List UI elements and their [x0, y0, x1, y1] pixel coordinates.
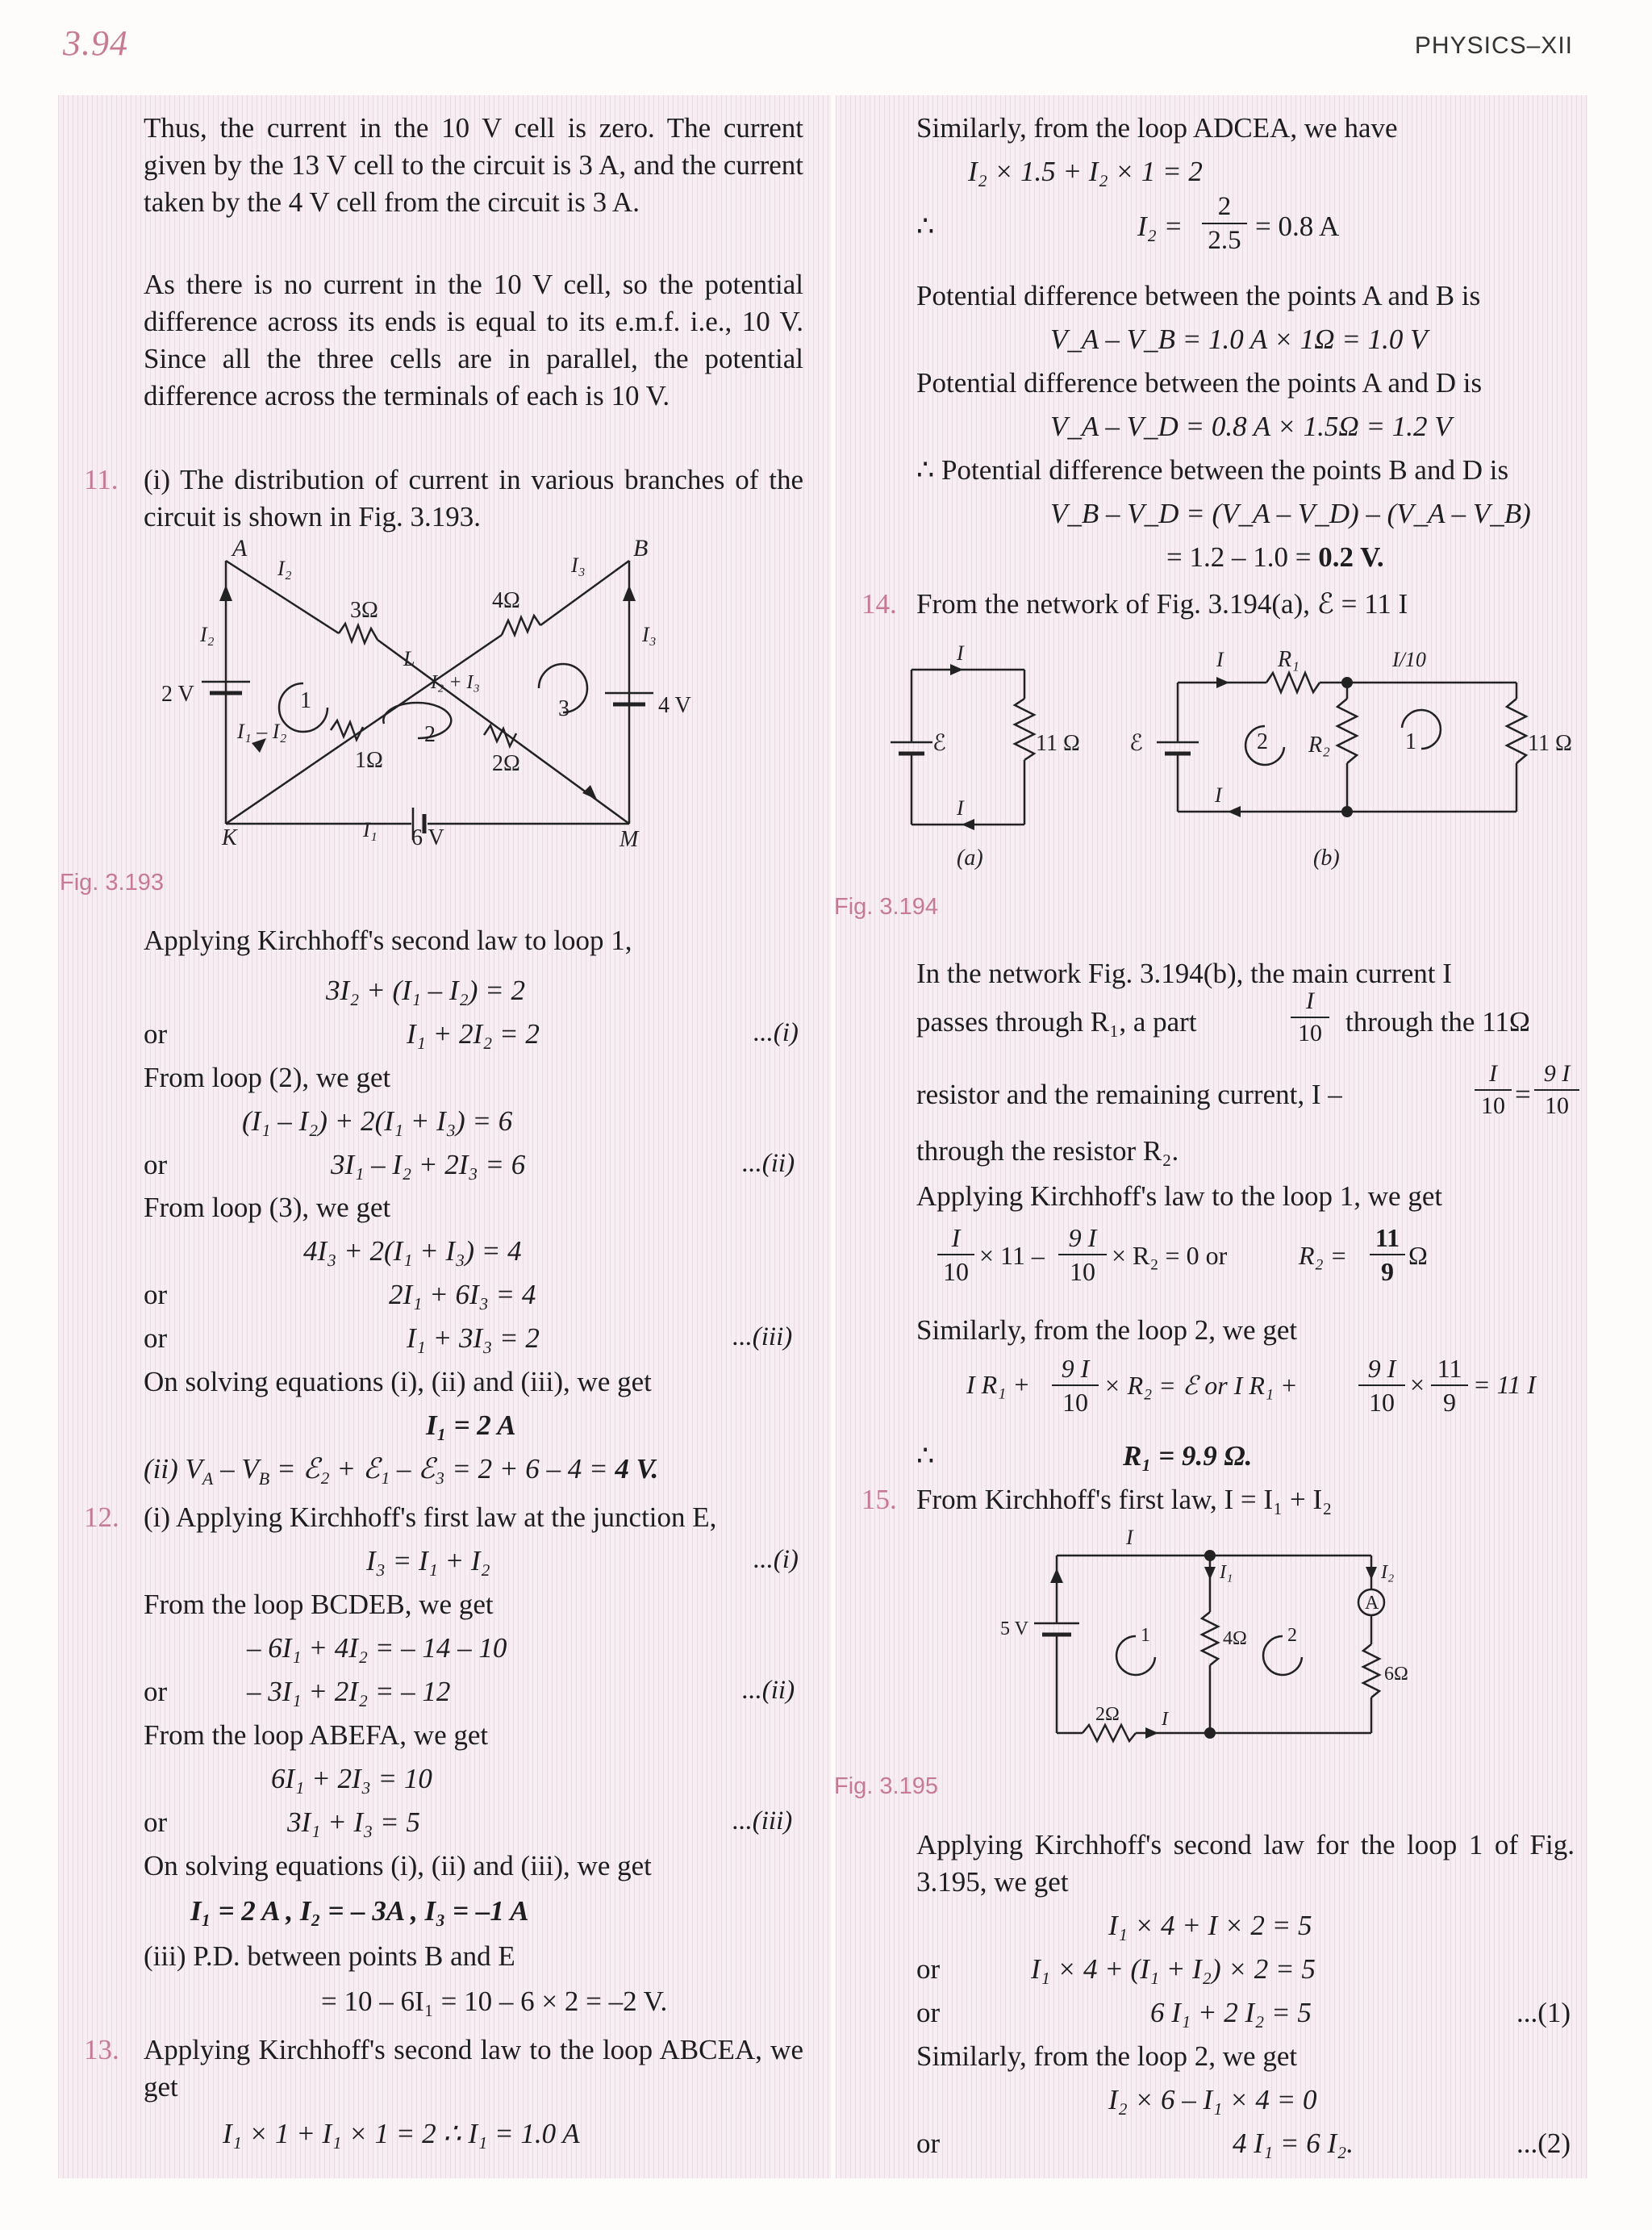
p14-line2b: through the 11Ω — [1345, 1006, 1530, 1038]
question-number-11: 11. — [84, 464, 119, 495]
svg-text:4Ω: 4Ω — [1223, 1628, 1247, 1649]
svg-text:B: B — [633, 535, 649, 562]
p14-line2a: passes through R₁, a part — [916, 1006, 1197, 1038]
question-11-text: (i) The distribution of current in various branches of the circuit is shown in Fig. 3.193. — [144, 464, 803, 532]
svg-text:ℰ: ℰ — [932, 731, 946, 756]
svg-text:2Ω: 2Ω — [492, 751, 520, 776]
loop2-intro-14: Similarly, from the loop 2, we get — [916, 1314, 1298, 1346]
svg-text:6Ω: 6Ω — [1384, 1664, 1408, 1685]
loop-bcdeb-intro: From the loop BCDEB, we get — [144, 1589, 494, 1620]
eq-loop3-c: I₁ + 3I₃ = 2 — [407, 1322, 540, 1354]
i2-label: I₂ = — [1137, 211, 1183, 242]
svg-text:3: 3 — [558, 696, 569, 721]
eq-12-bcdeb-a: – 6I₁ + 4I₂ = – 14 – 10 — [247, 1632, 507, 1664]
eq-kirchhoff-loop1: I 10 × 11 – 9 I 10 × R₂ = 0 or R₂ = 11 9 Ω — [937, 1221, 1437, 1297]
eq-12-bcdeb-b: – 3I₁ + 2I₂ = – 12 — [247, 1676, 451, 1707]
loop2-intro-15: Similarly, from the loop 2, we get — [916, 2040, 1298, 2072]
eq-tag-1: ...(1) — [1516, 1997, 1571, 2028]
eq-tag-ii: ...(ii) — [742, 1149, 795, 1178]
pd-between-b-e: (iii) P.D. between points B and E — [144, 1940, 515, 1972]
svg-text:I/10: I/10 — [1392, 648, 1426, 671]
svg-text:I: I — [957, 796, 964, 820]
result-i1: I₁ = 2 A — [426, 1409, 516, 1441]
or-2: or — [144, 1149, 168, 1180]
eq-loop1-b: I₁ + 2I₂ = 2 — [407, 1018, 540, 1050]
svg-text:I: I — [957, 641, 964, 665]
figure-3-194 — [879, 637, 1572, 879]
svg-text:A: A — [1365, 1593, 1379, 1614]
eq-15-loop2-a: I₂ × 6 – I₁ × 4 = 0 — [1108, 2084, 1317, 2115]
question-number-15: 15. — [861, 1484, 897, 1515]
svg-text:A: A — [232, 535, 248, 562]
svg-text:1: 1 — [1405, 729, 1416, 754]
solve-intro: On solving equations (i), (ii) and (iii), we get — [144, 1366, 652, 1397]
p14-fraction-i-10: I 10 — [1291, 986, 1329, 1049]
or-1: or — [144, 1018, 168, 1050]
svg-text:2 V: 2 V — [161, 682, 194, 707]
eq-kirchhoff-loop2: I R₁ + 9 I 10 × R₂ = ℰ or I R₁ + 9 I 10 × 11 9 = 11 I — [966, 1354, 1536, 1417]
eq-loop3-a: 4I₃ + 2(I₁ + I₃) = 4 — [303, 1235, 522, 1267]
svg-text:I₁ – I₂: I₁ – I₂ — [237, 720, 287, 743]
eq-loop1-a: 3I₂ + (I₁ – I₂) = 2 — [326, 975, 526, 1006]
figure-label-3-195: Fig. 3.195 — [834, 1773, 938, 1799]
svg-text:I₂: I₂ — [1381, 1562, 1395, 1583]
eq-12-pd: = 10 – 6I₁ = 10 – 6 × 2 = –2 V. — [321, 1986, 668, 2017]
paragraph-potential-difference: As there is no current in the 10 V cell, so the potential difference across its ends is equal to its e.m.f. i.e., 10 V. Since all the three cells are in parallel, the potential difference across the terminals of each is 10 V. — [144, 269, 803, 411]
svg-text:M: M — [620, 827, 639, 852]
eq-loop2-a: (I₁ – I₂) + 2(I₁ + I₃) = 6 — [242, 1105, 513, 1137]
svg-text:1: 1 — [1141, 1625, 1150, 1646]
svg-text:11 Ω: 11 Ω — [1036, 731, 1080, 756]
pd-a-b-intro: Potential difference between the points A and B is — [916, 280, 1481, 311]
eq-tag-i: ...(i) — [753, 1018, 799, 1047]
question-number-13: 13. — [84, 2034, 119, 2065]
eq-15-loop2-b: 4 I₁ = 6 I₂. — [1233, 2128, 1354, 2159]
svg-text:6 V: 6 V — [411, 825, 444, 850]
svg-text:R₂: R₂ — [1308, 733, 1330, 758]
svg-text:K: K — [222, 825, 237, 850]
loop-abefa-intro: From the loop ABEFA, we get — [144, 1719, 489, 1751]
svg-text:I: I — [1216, 648, 1224, 671]
eq-vbd: V_B – V_D = (V_A – V_D) – (V_A – V_B) — [1050, 498, 1531, 529]
eq-12-abefa-a: 6I₁ + 2I₃ = 10 — [271, 1763, 432, 1794]
svg-text:I: I — [1126, 1526, 1133, 1549]
svg-text:I₁: I₁ — [363, 818, 378, 841]
svg-text:I: I — [1215, 783, 1222, 807]
svg-text:2Ω: 2Ω — [1095, 1704, 1120, 1725]
pd-b-d-intro: ∴ Potential difference between the points B and D is — [916, 454, 1509, 486]
or-15-2: or — [916, 1997, 941, 2028]
eq-vbd-result: = 1.2 – 1.0 = 0.2 V. — [1166, 541, 1384, 573]
p14-line4: through the resistor R₂. — [916, 1135, 1179, 1167]
svg-text:I₂: I₂ — [200, 623, 215, 646]
therefore-1: ∴ — [916, 211, 935, 242]
eq-tag-12-ii: ...(ii) — [742, 1676, 795, 1705]
svg-text:(b): (b) — [1313, 846, 1340, 871]
p14-line1: In the network Fig. 3.194(b), the main current I — [916, 958, 1452, 989]
svg-text:4 V: 4 V — [658, 693, 691, 718]
figure-label-3-194: Fig. 3.194 — [834, 894, 938, 920]
eq-vab: V_A – V_B = 1.0 A × 1Ω = 1.0 V — [1050, 324, 1428, 355]
eq-tag-12-iii: ...(iii) — [732, 1806, 793, 1835]
eq-15-loop1-b: I₁ × 4 + (I₁ + I₂) × 2 = 5 — [1031, 1953, 1316, 1985]
eq-loop3-b: 2I₁ + 6I₃ = 4 — [389, 1279, 536, 1310]
or-4: or — [144, 1322, 168, 1354]
question-13-text: Applying Kirchhoff's second law to the loop ABCEA, we get — [144, 2034, 803, 2103]
svg-text:2: 2 — [1257, 729, 1268, 754]
page-number: 3.94 — [63, 23, 128, 63]
svg-text:2: 2 — [1287, 1625, 1297, 1646]
svg-text:(a): (a) — [957, 846, 983, 871]
svg-text:I₃: I₃ — [571, 553, 586, 577]
therefore-2: ∴ — [916, 1440, 935, 1472]
svg-text:2: 2 — [424, 722, 436, 747]
p15-intro: Applying Kirchhoff's second law for the loop 1 of Fig. 3.195, we get — [916, 1829, 1575, 1898]
or-5: or — [144, 1676, 168, 1707]
i2-fraction: 2 2.5 — [1202, 190, 1247, 257]
svg-text:I₁: I₁ — [1220, 1562, 1233, 1583]
figure-label-3-193: Fig. 3.193 — [60, 870, 164, 896]
p14-fraction-b: 9 I 10 — [1534, 1059, 1579, 1121]
p14-equals: = — [1515, 1079, 1531, 1110]
eq-15-loop1-a: I₁ × 4 + I × 2 = 5 — [1108, 1910, 1312, 1941]
p14-line5: Applying Kirchhoff's law to the loop 1, we get — [916, 1180, 1443, 1212]
eq-tag-iii: ...(iii) — [732, 1322, 793, 1351]
svg-text:I: I — [1162, 1709, 1168, 1730]
question-14-text: From the network of Fig. 3.194(a), ℰ = 11 I — [916, 588, 1408, 620]
loop-adcea-intro: Similarly, from the loop ADCEA, we have — [916, 112, 1398, 144]
loop1-intro: Applying Kirchhoff's second law to loop 1, — [144, 925, 632, 956]
p14-fraction-a: I 10 — [1475, 1059, 1512, 1121]
paragraph-current-summary: Thus, the current in the 10 V cell is zero. The current given by the 13 V cell to the circuit is 3 A, and the current taken by the 4 V cell from the circuit is 3 A. — [144, 112, 803, 218]
eq-tag-12-i: ...(i) — [753, 1545, 799, 1574]
or-3: or — [144, 1279, 168, 1310]
svg-text:I₂ + I₃: I₂ + I₃ — [431, 672, 480, 693]
eq-12-junction: I₃ = I₁ + I₂ — [366, 1545, 490, 1576]
i2-result: = 0.8 A — [1255, 211, 1340, 242]
svg-text:1: 1 — [300, 688, 311, 713]
eq-vad: V_A – V_D = 0.8 A × 1.5Ω = 1.2 V — [1050, 411, 1452, 442]
question-number-12: 12. — [84, 1501, 119, 1533]
svg-text:R₁: R₁ — [1278, 647, 1299, 672]
result-r1: R₁ = 9.9 Ω. — [1123, 1440, 1253, 1472]
figure-3-193 — [161, 535, 726, 852]
svg-text:5 V: 5 V — [1000, 1618, 1028, 1639]
question-15-text: From Kirchhoff's first law, I = I₁ + I₂ — [916, 1484, 1333, 1515]
eq-loop2-b: 3I₁ – I₂ + 2I₃ = 6 — [331, 1149, 526, 1180]
question-12-text: (i) Applying Kirchhoff's first law at the junction E, — [144, 1501, 717, 1533]
eq-13-result: I₁ × 1 + I₁ × 1 = 2 ∴ I₁ = 1.0 A — [223, 2118, 580, 2149]
or-6: or — [144, 1806, 168, 1838]
svg-text:ℰ: ℰ — [1129, 731, 1143, 756]
loop3-intro: From loop (3), we get — [144, 1192, 391, 1223]
eq-tag-2: ...(2) — [1516, 2128, 1571, 2159]
svg-text:I₃: I₃ — [642, 623, 657, 646]
svg-text:3Ω: 3Ω — [350, 598, 378, 623]
svg-text:11 Ω: 11 Ω — [1528, 731, 1572, 756]
figure-3-195 — [1000, 1523, 1436, 1757]
question-number-14: 14. — [861, 588, 897, 620]
running-title: PHYSICS–XII — [1414, 32, 1573, 59]
or-15-1: or — [916, 1953, 941, 1985]
eq-12-abefa-b: 3I₁ + I₃ = 5 — [287, 1806, 420, 1838]
svg-text:1Ω: 1Ω — [355, 748, 383, 773]
eq-15-loop1-c: 6 I₁ + 2 I₂ = 5 — [1150, 1997, 1312, 2028]
svg-text:L: L — [403, 647, 415, 670]
part-ii-result: (ii) $V_A - V_B$ = ℰ₂ + ℰ₁ – ℰ₃ = 2 + 6 – 4 = 4 V. — [144, 1453, 659, 1489]
or-15-3: or — [916, 2128, 941, 2159]
eq-adcea: I₂ × 1.5 + I₂ × 1 = 2 — [968, 156, 1203, 187]
loop2-intro: From loop (2), we get — [144, 1062, 391, 1093]
p14-line3a: resistor and the remaining current, I – — [916, 1079, 1342, 1110]
svg-text:I₂: I₂ — [277, 557, 292, 580]
pd-a-d-intro: Potential difference between the points A and D is — [916, 367, 1483, 399]
svg-text:4Ω: 4Ω — [492, 588, 520, 613]
solve-intro-12: On solving equations (i), (ii) and (iii), we get — [144, 1850, 652, 1881]
result-12: I₁ = 2 A , I₂ = – 3A , I₃ = –1 A — [190, 1895, 529, 1927]
